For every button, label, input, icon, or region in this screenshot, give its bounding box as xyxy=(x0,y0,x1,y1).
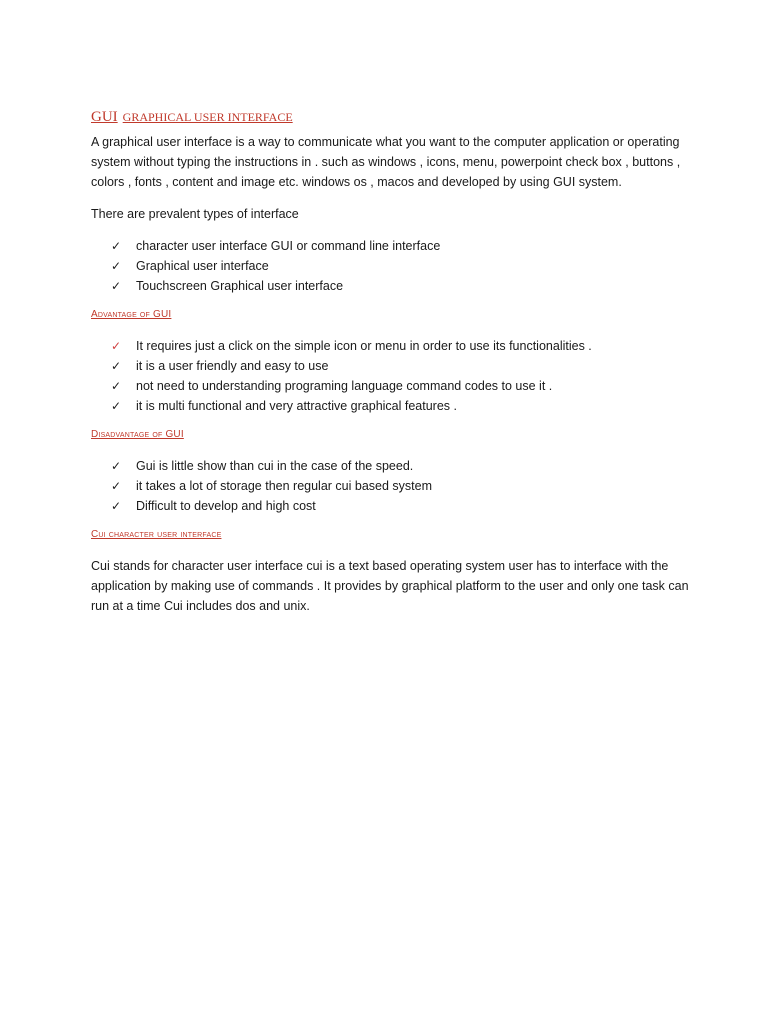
document-body xyxy=(91,108,691,616)
intro-paragraph: A graphical user interface is a way to communicate what you want to the computer application or operating system without typing the instructions in . such as windows , icons, menu, powerpoint check box , buttons , colors , fonts , content and image etc. windows os , macos and developed by using GUI system. xyxy=(91,135,681,189)
title-gui: GUI xyxy=(91,109,118,125)
list-item-text: it takes a lot of storage then regular cui based system xyxy=(136,479,432,493)
list-item-text: character user interface GUI or command line interface xyxy=(136,239,441,253)
checkmark-icon: ✓ xyxy=(111,259,122,273)
advantages-list xyxy=(91,336,691,416)
list-item xyxy=(111,336,691,356)
list-item-text: Difficult to develop and high cost xyxy=(136,499,316,513)
checkmark-icon: ✓ xyxy=(111,339,122,353)
title-subtitle: GRAPHICAL USER INTERFACE xyxy=(122,110,293,124)
list-item xyxy=(111,356,691,376)
checkmark-icon: ✓ xyxy=(111,499,122,513)
list-item xyxy=(111,496,691,516)
list-item-text: Touchscreen Graphical user interface xyxy=(136,279,344,293)
checkmark-icon: ✓ xyxy=(111,399,122,413)
list-item-text: not need to understanding programing language command codes to use it . xyxy=(136,379,553,393)
list-item-text: Gui is little show than cui in the case of the speed. xyxy=(136,459,414,473)
checkmark-icon: ✓ xyxy=(111,279,122,293)
disadvantages-list xyxy=(91,456,691,516)
list-item xyxy=(111,256,691,276)
list-item xyxy=(111,276,691,296)
list-item xyxy=(111,456,691,476)
types-intro: There are prevalent types of interface xyxy=(91,207,299,221)
checkmark-icon: ✓ xyxy=(111,239,122,253)
advantage-heading: Advantage of GUI xyxy=(91,309,172,320)
list-item xyxy=(111,236,691,256)
list-item-text: it is a user friendly and easy to use xyxy=(136,359,329,373)
list-item-text: it is multi functional and very attractive graphical features . xyxy=(136,399,457,413)
checkmark-icon: ✓ xyxy=(111,459,122,473)
document-title xyxy=(91,108,691,126)
list-item xyxy=(111,376,691,396)
disadvantage-heading: Disadvantage of GUI xyxy=(91,429,184,440)
cui-paragraph: Cui stands for character user interface cui is a text based operating system user has to interface with the application by making use of commands . It provides by graphical platform to the user and only one task can run at a time Cui includes dos and unix. xyxy=(91,559,689,613)
list-item xyxy=(111,476,691,496)
cui-heading: Cui character user interface xyxy=(91,529,222,540)
list-item-text: It requires just a click on the simple icon or menu in order to use its functionalities . xyxy=(136,339,592,353)
checkmark-icon: ✓ xyxy=(111,379,122,393)
types-list xyxy=(91,236,691,296)
checkmark-icon: ✓ xyxy=(111,359,122,373)
list-item xyxy=(111,396,691,416)
checkmark-icon: ✓ xyxy=(111,479,122,493)
list-item-text: Graphical user interface xyxy=(136,259,269,273)
